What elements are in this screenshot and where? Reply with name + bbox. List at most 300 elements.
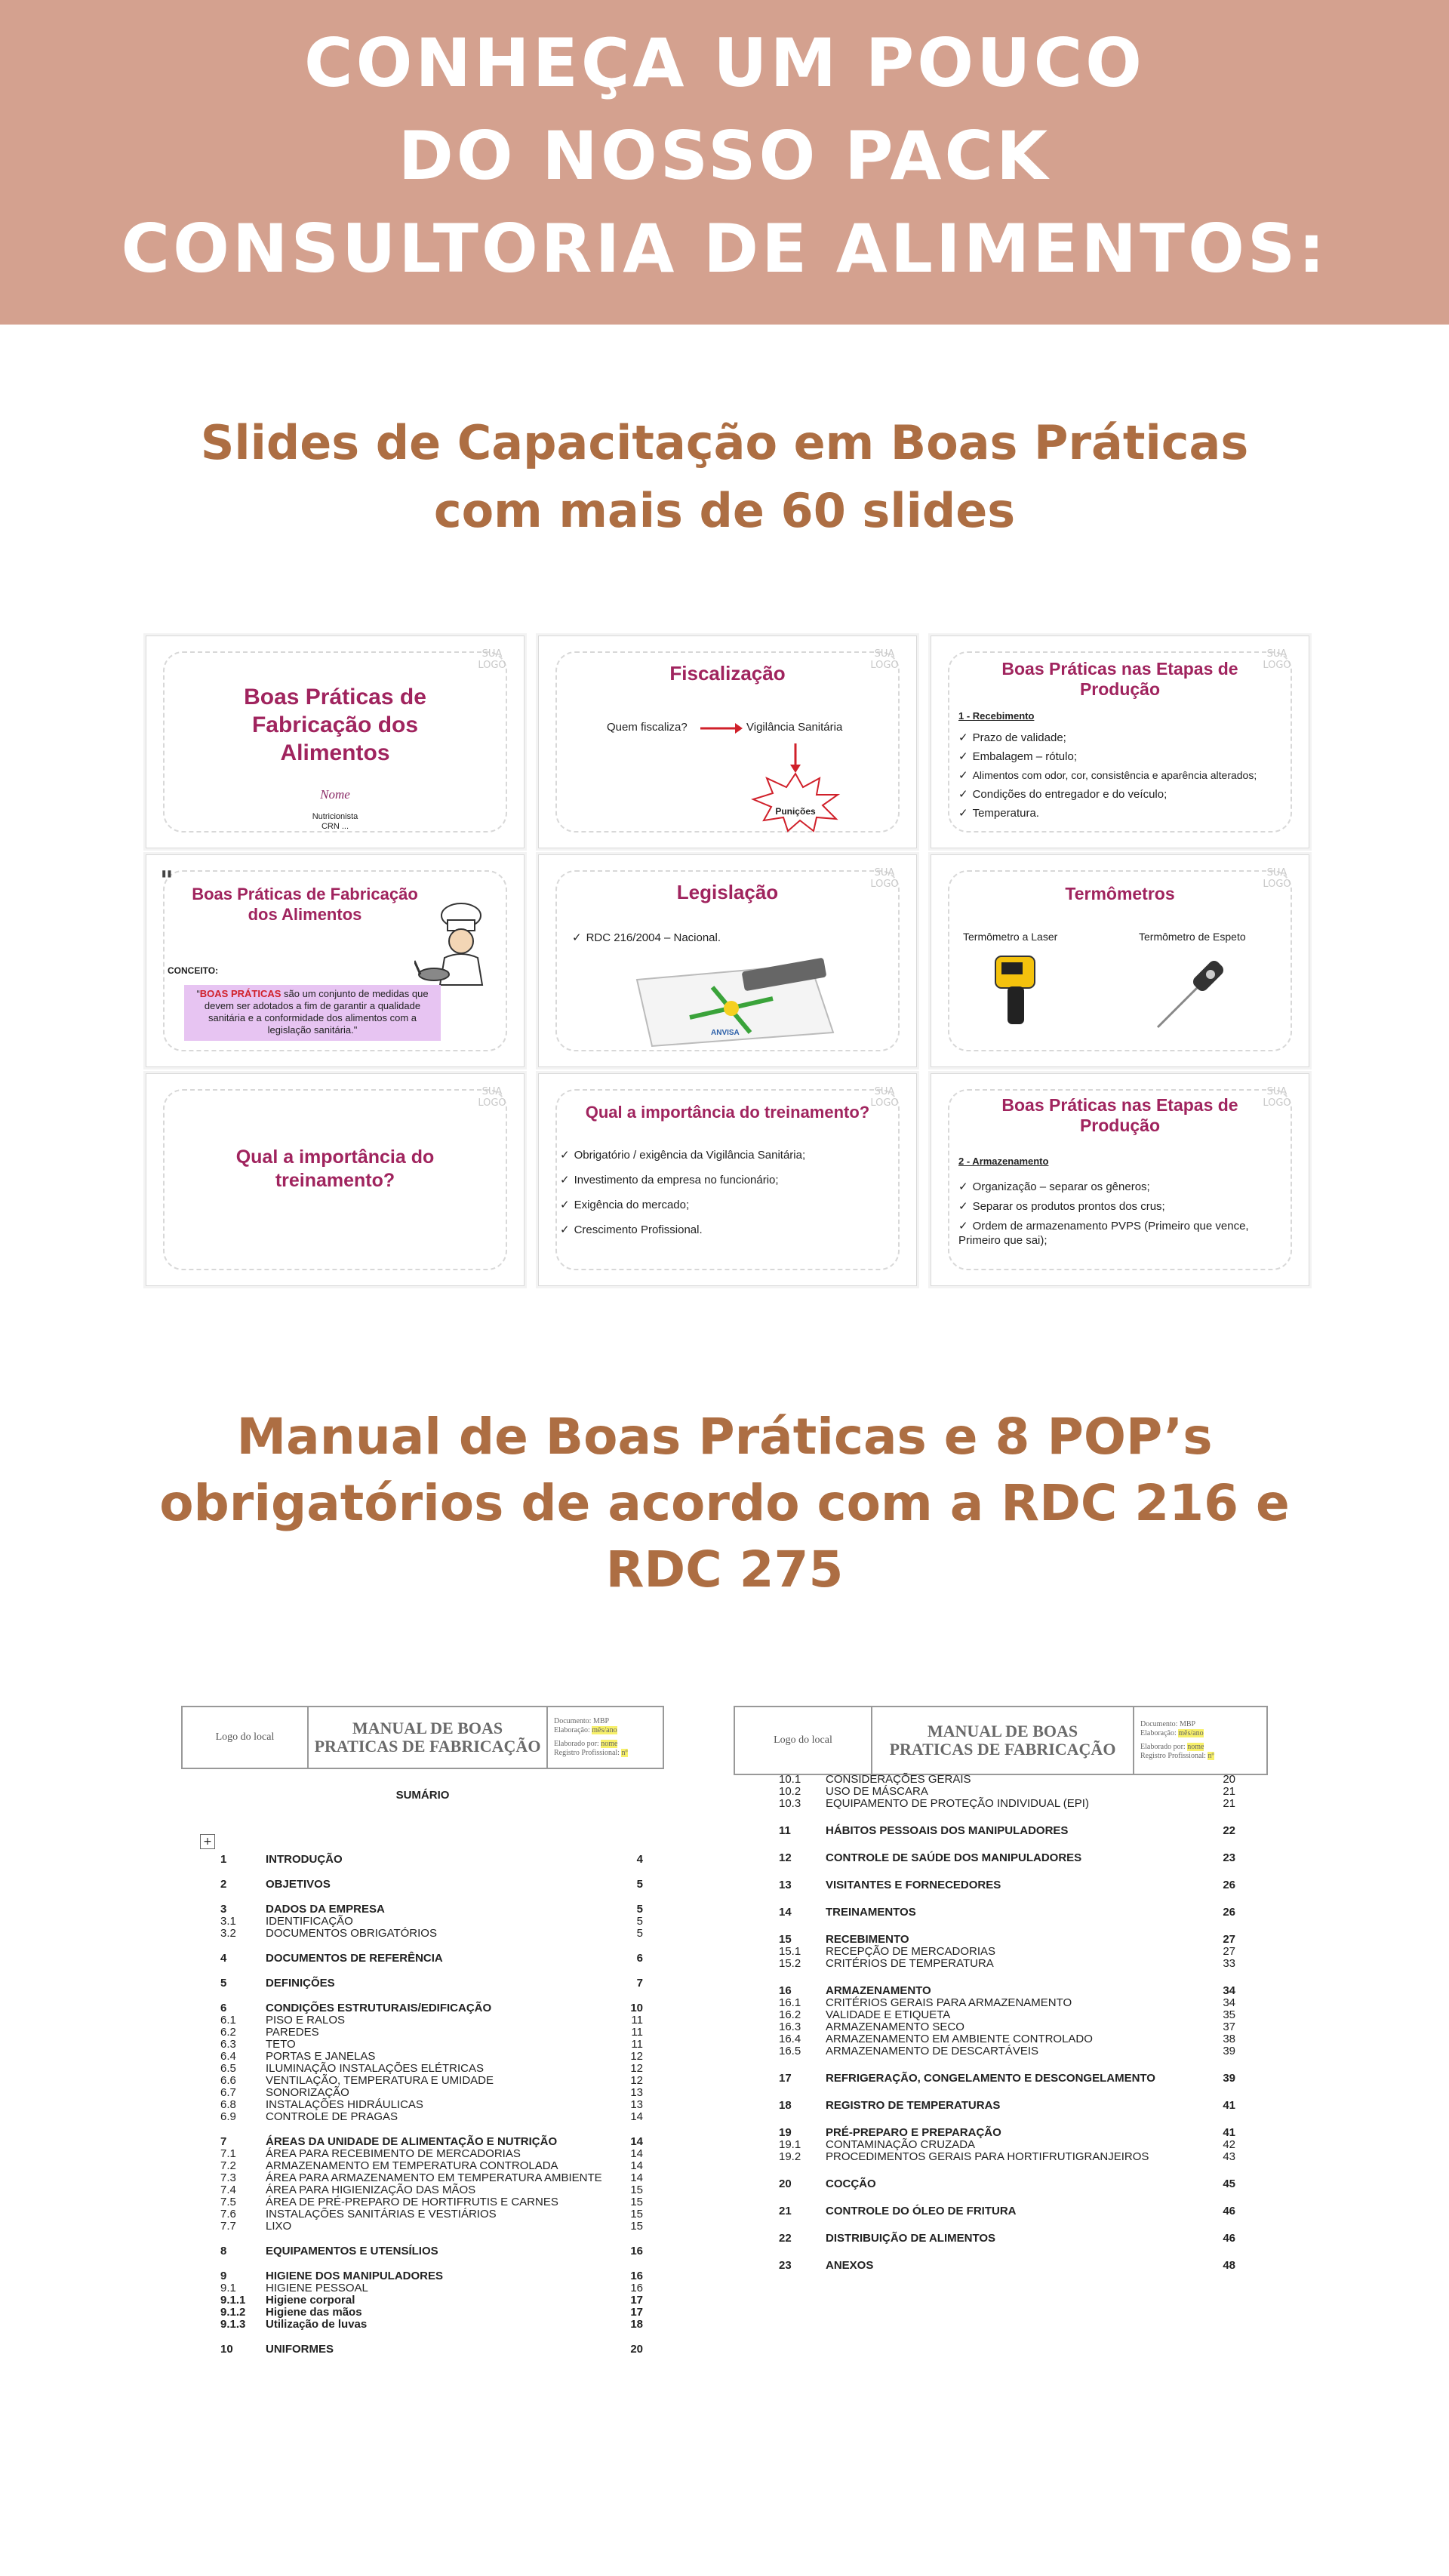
toc-page: 41 [1223, 2099, 1235, 2112]
toc-title: PORTAS E JANELAS [266, 2050, 376, 2063]
toc-entry[interactable] [220, 2014, 643, 2027]
toc-entry[interactable] [779, 2073, 1235, 2085]
toc-page: 39 [1223, 2045, 1235, 2057]
thermometer-left-label: Termômetro a Laser [963, 931, 1058, 943]
toc-entry[interactable] [779, 2178, 1235, 2190]
toc-entry[interactable] [220, 1854, 643, 1866]
toc-page: 45 [1223, 2177, 1235, 2190]
toc-page: 11 [631, 2038, 643, 2051]
toc-page: 13 [630, 2098, 643, 2111]
toc-number: 17 [779, 2072, 792, 2085]
toc-number: 7.3 [220, 2171, 236, 2184]
toc-page: 10 [630, 2002, 643, 2014]
toc-page: 4 [636, 1853, 643, 1866]
toc-page: 12 [630, 2050, 643, 2063]
toc-number: 16.2 [779, 2008, 801, 2021]
toc-page: 16 [630, 2282, 643, 2294]
toc-title: TETO [266, 2038, 296, 2051]
slide-bullet [560, 1148, 901, 1162]
toc-entry[interactable] [220, 2196, 643, 2208]
toc-number: 4 [220, 1952, 227, 1965]
toc-entry[interactable] [220, 2039, 643, 2051]
toc-entry[interactable] [779, 2233, 1235, 2245]
toc-title: DOCUMENTOS DE REFERÊNCIA [266, 1952, 443, 1965]
toc-number: 16.5 [779, 2045, 801, 2057]
slide-logo-placeholder: SUA LOGO [478, 648, 506, 671]
slide-bullet [572, 931, 901, 945]
meta-value: mês/ano [1178, 1729, 1204, 1737]
toc-entry[interactable] [779, 1958, 1235, 1970]
toc-title: REGISTRO DE TEMPERATURAS [826, 2099, 1001, 2112]
toc-title: ARMAZENAMENTO EM AMBIENTE CONTROLADO [826, 2033, 1093, 2045]
toc-entry[interactable] [779, 1825, 1235, 1837]
bullet-text: Embalagem – rótulo; [972, 750, 1077, 763]
concept-label: CONCEITO: [168, 965, 219, 976]
toc-page: 23 [1223, 1851, 1235, 1864]
toc-title: HIGIENE PESSOAL [266, 2282, 368, 2294]
banner-line-1: CONHEÇA UM POUCO [304, 24, 1145, 102]
slide-bullet [958, 806, 1294, 820]
toc-page: 5 [636, 1915, 643, 1928]
toc-title: OBJETIVOS [266, 1878, 331, 1891]
toc-title: IDENTIFICAÇÃO [266, 1915, 353, 1928]
toc-entry[interactable] [220, 2087, 643, 2099]
toc-number: 6.1 [220, 2014, 236, 2027]
toc-entry[interactable] [779, 1946, 1235, 1958]
section2-title-line-3: RDC 275 [605, 1540, 844, 1599]
check-icon: ✓ [572, 931, 582, 944]
toc-title: ILUMINAÇÃO INSTALAÇÕES ELÉTRICAS [266, 2062, 484, 2075]
toc-title: INSTALAÇÕES SANITÁRIAS E VESTIÁRIOS [266, 2208, 497, 2221]
section1-title-line-1: Slides de Capacitação em Boas Práticas [200, 415, 1249, 470]
manual-meta [548, 1707, 628, 1768]
slide-thumbnail[interactable] [931, 854, 1309, 1067]
slide-thumbnail[interactable] [538, 1073, 917, 1286]
toc-entry[interactable] [220, 2270, 643, 2282]
bullet-text: Alimentos com odor, cor, consistência e aparência alterados; [972, 769, 1257, 781]
slide-bullet [958, 787, 1294, 802]
toc-title: COCÇÃO [826, 2177, 876, 2190]
toc-number: 16.4 [779, 2033, 801, 2045]
toc-number: 3.2 [220, 1927, 236, 1940]
toc-title: EQUIPAMENTOS E UTENSÍLIOS [266, 2245, 438, 2257]
manual-title [309, 1707, 548, 1768]
toc-title: ÁREAS DA UNIDADE DE ALIMENTAÇÃO E NUTRIÇÃO [266, 2135, 558, 2148]
banner-line-2: DO NOSSO PACK [398, 117, 1051, 195]
toc-number: 7.5 [220, 2196, 236, 2208]
toc-entry[interactable] [220, 1916, 643, 1928]
toc-number: 14 [779, 1906, 792, 1919]
toc-entry[interactable] [779, 2139, 1235, 2151]
toc-title: ARMAZENAMENTO EM TEMPERATURA CONTROLADA [266, 2159, 558, 2172]
toc-entry[interactable] [220, 1904, 643, 1916]
toc-entry[interactable] [220, 2075, 643, 2087]
toc-entry[interactable] [220, 1879, 643, 1891]
toc-page: 48 [1223, 2259, 1235, 2272]
toc-page: 21 [1223, 1785, 1235, 1798]
toc-page: 27 [1223, 1933, 1235, 1946]
toc-number: 7.1 [220, 2147, 236, 2160]
slide-logo-placeholder: SUA LOGO [870, 648, 899, 671]
toc-page: 5 [636, 1878, 643, 1891]
slide-title: Qual a importância do treinamento? [235, 1146, 435, 1191]
toc-title: VISITANTES E FORNECEDORES [826, 1879, 1001, 1891]
slide-thumbnail[interactable] [146, 854, 525, 1067]
toc-title: CONSIDERAÇÕES GERAIS [826, 1773, 971, 1786]
toc-title: EQUIPAMENTO DE PROTEÇÃO INDIVIDUAL (EPI) [826, 1797, 1089, 1810]
check-icon: ✓ [958, 788, 968, 801]
slide-thumbnail[interactable] [931, 636, 1309, 848]
toc-title: CRITÉRIOS DE TEMPERATURA [826, 1957, 994, 1970]
toc-page: 22 [1223, 1824, 1235, 1837]
manual-title [872, 1707, 1134, 1774]
toc-title: ARMAZENAMENTO [826, 1984, 931, 1997]
toc-entry[interactable] [220, 2294, 643, 2307]
toc-title: INTRODUÇÃO [266, 1853, 343, 1866]
laser-thermometer-icon [988, 953, 1048, 1036]
toc-title: CONTAMINAÇÃO CRUZADA [826, 2138, 976, 2151]
slide-logo-placeholder: SUA LOGO [1263, 1086, 1291, 1109]
concept-highlight: BOAS PRÁTICAS [199, 988, 281, 999]
chef-icon [414, 900, 505, 991]
toc-number: 5 [220, 1977, 227, 1990]
toc-page: 34 [1223, 1984, 1235, 1997]
toc-number: 19.2 [779, 2150, 801, 2163]
slide-question: Quem fiscaliza? [607, 721, 688, 734]
slide-bullet [560, 1173, 901, 1187]
toc-number: 21 [779, 2205, 792, 2217]
toc-entry[interactable] [220, 2051, 643, 2063]
manual-logo-placeholder: Logo do local [735, 1707, 872, 1774]
bullet-text: Crescimento Profissional. [574, 1223, 703, 1236]
slide-thumbnail[interactable] [146, 636, 525, 848]
toc-page: 33 [1223, 1957, 1235, 1970]
section2-title-line-2: obrigatórios de acordo com a RDC 216 e [159, 1474, 1290, 1532]
check-icon: ✓ [560, 1199, 570, 1211]
toc-entry[interactable] [779, 1879, 1235, 1891]
toc-entry[interactable] [779, 1774, 1235, 1786]
expand-icon[interactable]: + [200, 1834, 215, 1849]
manual-header [181, 1706, 664, 1769]
toc-entry[interactable] [220, 2221, 643, 2233]
toc-entry[interactable] [220, 2344, 643, 2356]
toc-number: 2 [220, 1878, 227, 1891]
toc-page: 15 [630, 2184, 643, 2196]
toc-number: 15 [779, 1933, 792, 1946]
slide-bullet [560, 1198, 901, 1212]
toc-page: 27 [1223, 1945, 1235, 1958]
check-icon: ✓ [958, 1200, 968, 1213]
check-icon: ✓ [560, 1223, 570, 1236]
toc-page: 21 [1223, 1797, 1235, 1810]
toc-page: 43 [1223, 2150, 1235, 2163]
toc-page: 15 [630, 2220, 643, 2233]
toc-title: ARMAZENAMENTO DE DESCARTÁVEIS [826, 2045, 1038, 2057]
meta-label: Documento: [554, 1717, 592, 1725]
check-icon: ✓ [560, 1174, 570, 1186]
section2-title-line-1: Manual de Boas Práticas e 8 POP’s [236, 1408, 1213, 1466]
toc-page: 11 [631, 2014, 643, 2027]
toc-entry[interactable] [220, 2027, 643, 2039]
toc-entry[interactable] [220, 2307, 643, 2319]
toc-page: 42 [1223, 2138, 1235, 2151]
toc-page: 14 [630, 2110, 643, 2123]
meta-label: Registro Profissional: [1140, 1752, 1206, 1760]
toc-number: 6.2 [220, 2026, 236, 2039]
toc-number: 6.7 [220, 2086, 236, 2099]
bullet-text: Obrigatório / exigência da Vigilância Sanitária; [574, 1149, 806, 1162]
toc-entry[interactable] [220, 2160, 643, 2172]
toc-entry[interactable] [779, 2205, 1235, 2217]
toc-number: 15.2 [779, 1957, 801, 1970]
toc-title: VALIDADE E ETIQUETA [826, 2008, 951, 2021]
toc-entry[interactable] [220, 2282, 643, 2294]
toc-title: CONTROLE DE PRAGAS [266, 2110, 398, 2123]
manual-header [734, 1706, 1268, 1775]
toc-page: 14 [630, 2135, 643, 2148]
toc-entry[interactable] [779, 1997, 1235, 2009]
burst-label: Punições [775, 806, 816, 817]
toc-entry[interactable] [779, 2045, 1235, 2057]
toc-title: ÁREA PARA ARMAZENAMENTO EM TEMPERATURA AMBIENTE [266, 2171, 602, 2184]
slide-logo-placeholder: SUA LOGO [478, 1086, 506, 1109]
slide-bullet [958, 731, 1294, 745]
toc-number: 10.3 [779, 1797, 801, 1810]
banner-line-3: CONSULTORIA DE ALIMENTOS: [121, 210, 1328, 288]
toc-entry[interactable] [779, 2151, 1235, 2163]
toc-entry[interactable] [779, 1786, 1235, 1798]
toc-page: 16 [630, 2245, 643, 2257]
toc-title: PRÉ-PREPARO E PREPARAÇÃO [826, 2126, 1001, 2139]
toc-number: 7 [220, 2135, 227, 2148]
toc-number: 3.1 [220, 1915, 236, 1928]
meta-label: Elaborado por: [1140, 1743, 1186, 1751]
toc-page: 26 [1223, 1906, 1235, 1919]
anvisa-label: ANVISA [711, 1029, 740, 1037]
check-icon: ✓ [958, 807, 968, 820]
toc-entry[interactable] [779, 2260, 1235, 2272]
manual-page-left [181, 1706, 664, 2400]
toc-page: 15 [630, 2196, 643, 2208]
slide-logo-placeholder: SUA LOGO [870, 867, 899, 890]
arrow-down-icon [788, 742, 803, 774]
check-icon: ✓ [560, 1149, 570, 1162]
toc-title: HÁBITOS PESSOAIS DOS MANIPULADORES [826, 1824, 1069, 1837]
toc-page: 12 [630, 2074, 643, 2087]
slide-thumbnail[interactable] [538, 636, 917, 848]
toc-title: VENTILAÇÃO, TEMPERATURA E UMIDADE [266, 2074, 494, 2087]
concept-box: “BOAS PRÁTICAS são um conjunto de medidas que devem ser adotados a fim de garantir a qualidade sanitária e a conformidade dos alimentos com a legislação sanitária." [184, 985, 441, 1041]
meta-value: MBP [592, 1717, 610, 1725]
meta-label: Elaboração: [1140, 1729, 1177, 1737]
slide-bullet [958, 1199, 1294, 1214]
toc-entry[interactable] [779, 2021, 1235, 2033]
toc-title: ÁREA PARA RECEBIMENTO DE MERCADORIAS [266, 2147, 521, 2160]
toc-page: 13 [630, 2086, 643, 2099]
toc-entry[interactable] [779, 2100, 1235, 2112]
slide-thumbnail[interactable] [538, 854, 917, 1067]
toc-title: ANEXOS [826, 2259, 874, 2272]
bullet-text: RDC 216/2004 – Nacional. [586, 931, 721, 944]
toc-number: 15.1 [779, 1945, 801, 1958]
toc-entry[interactable] [779, 1907, 1235, 1919]
toc-number: 20 [779, 2177, 792, 2190]
toc-page: 41 [1223, 2126, 1235, 2139]
toc-title: DISTRIBUIÇÃO DE ALIMENTOS [826, 2232, 996, 2245]
toc-number: 9.1.2 [220, 2306, 246, 2319]
toc-number: 3 [220, 1903, 227, 1916]
slide-title: Boas Práticas de Fabricação dos Alimentos [244, 685, 426, 765]
toc-number: 6.9 [220, 2110, 236, 2123]
toc-title: CONDIÇÕES ESTRUTURAIS/EDIFICAÇÃO [266, 2002, 492, 2014]
toc-page: 38 [1223, 2033, 1235, 2045]
toc-page: 35 [1223, 2008, 1235, 2021]
toc-page: 16 [630, 2270, 643, 2282]
section1-title-line-2: com mais de 60 slides [433, 483, 1016, 538]
slide-subtitle: 2 - Armazenamento [958, 1156, 1049, 1167]
toc-page: 5 [636, 1903, 643, 1916]
toc-number: 7.7 [220, 2220, 236, 2233]
toc-page: 20 [1223, 1773, 1235, 1786]
toc-number: 10 [220, 2343, 233, 2356]
toc-title: Utilização de luvas [266, 2318, 368, 2331]
toc-page: 17 [630, 2306, 643, 2319]
bullet-text: Condições do entregador e do veículo; [972, 788, 1168, 801]
toc-entry[interactable] [220, 2184, 643, 2196]
toc-number: 16 [779, 1984, 792, 1997]
slide-logo-placeholder: SUA LOGO [1263, 867, 1291, 890]
toc-entry[interactable] [220, 2063, 643, 2075]
toc-title: REFRIGERAÇÃO, CONGELAMENTO E DESCONGELAMENTO [826, 2072, 1155, 2085]
check-icon: ✓ [958, 750, 968, 763]
slide-title: Termômetros [1065, 884, 1175, 903]
toc-number: 10.1 [779, 1773, 801, 1786]
toc-entry[interactable] [220, 2208, 643, 2221]
toc-title: DADOS DA EMPRESA [266, 1903, 385, 1916]
toc-entry[interactable] [220, 2148, 643, 2160]
toc-entry[interactable] [220, 2245, 643, 2257]
toc-page: 6 [636, 1952, 643, 1965]
toc-entry[interactable] [220, 1928, 643, 1940]
slide-logo-placeholder: SUA LOGO [870, 1086, 899, 1109]
toc-entry[interactable] [779, 1934, 1235, 1946]
toc-number: 7.4 [220, 2184, 236, 2196]
slide-title: Boas Práticas nas Etapas de Produção [1001, 659, 1238, 699]
toc-number: 6.5 [220, 2062, 236, 2075]
bullet-text: Exigência do mercado; [574, 1199, 690, 1211]
slide-bullet [958, 1180, 1294, 1194]
slide-bullet [958, 1219, 1263, 1248]
toc-number: 6.4 [220, 2050, 236, 2063]
meta-label: Elaborado por: [554, 1740, 599, 1748]
toc-entry[interactable] [779, 1852, 1235, 1864]
toc-entry[interactable] [779, 2127, 1235, 2139]
toc-entry[interactable] [220, 1977, 643, 1990]
meta-label: Documento: [1140, 1720, 1178, 1728]
meta-value: nº [621, 1749, 628, 1757]
slide-subtitle: 1 - Recebimento [958, 710, 1035, 722]
toc-title: Higiene corporal [266, 2294, 355, 2307]
meta-value: MBP [1179, 1720, 1196, 1728]
toc-number: 12 [779, 1851, 792, 1864]
slide-title: Legislação [676, 881, 779, 903]
slide-thumbnail[interactable] [931, 1073, 1309, 1286]
toc-entry[interactable] [220, 2136, 643, 2148]
thermometer-right-label: Termômetro de Espeto [1139, 931, 1246, 943]
toc-number: 23 [779, 2259, 792, 2272]
toc-number: 6.6 [220, 2074, 236, 2087]
toc-page: 46 [1223, 2232, 1235, 2245]
toc-number: 10.2 [779, 1785, 801, 1798]
toc-entry[interactable] [779, 1798, 1235, 1810]
header-banner [0, 0, 1449, 325]
toc-number: 11 [779, 1824, 791, 1837]
toc-title: ÁREA PARA HIGIENIZAÇÃO DAS MÃOS [266, 2184, 476, 2196]
toc-number: 9 [220, 2270, 227, 2282]
meta-value: nº [1208, 1752, 1214, 1760]
toc-page: 26 [1223, 1879, 1235, 1891]
toc-number: 16.3 [779, 2020, 801, 2033]
bullet-text: Investimento da empresa no funcionário; [574, 1174, 779, 1186]
toc-title: USO DE MÁSCARA [826, 1785, 928, 1798]
toc-entry[interactable] [220, 2319, 643, 2331]
manual-title-line-1: MANUAL DE BOAS [927, 1722, 1078, 1740]
toc-title: TREINAMENTOS [826, 1906, 916, 1919]
toc-page: 39 [1223, 2072, 1235, 2085]
toc-page: 17 [630, 2294, 643, 2307]
slide-presenter-role: Nutricionista [312, 812, 358, 821]
toc-entry[interactable] [779, 2033, 1235, 2045]
concept-text: são um conjunto de medidas que devem ser adotados a fim de garantir a qualidade sanitária e a conformidade dos alimentos com a legislação sanitária." [204, 988, 429, 1036]
slide-bullet [958, 768, 1294, 783]
toc-page: 18 [630, 2318, 643, 2331]
quote-icon: " [160, 866, 174, 896]
arrow-right-icon [699, 721, 744, 736]
toc-page: 46 [1223, 2205, 1235, 2217]
toc-title: SONORIZAÇÃO [266, 2086, 349, 2099]
toc-entry[interactable] [220, 2099, 643, 2111]
bullet-text: Separar os produtos prontos dos crus; [972, 1200, 1165, 1213]
toc-entry[interactable] [220, 2111, 643, 2123]
toc-page: 5 [636, 1927, 643, 1940]
toc-number: 19.1 [779, 2138, 801, 2151]
meta-value: nome [601, 1740, 618, 1748]
toc-title: DEFINIÇÕES [266, 1977, 335, 1990]
toc-entry[interactable] [220, 2172, 643, 2184]
manual-title-line-2: PRATICAS DE FABRICAÇÃO [889, 1740, 1116, 1759]
toc-entry[interactable] [220, 1953, 643, 1965]
bullet-text: Temperatura. [972, 807, 1039, 820]
bullet-text: Organização – separar os gêneros; [972, 1180, 1150, 1193]
toc-page: 14 [630, 2159, 643, 2172]
toc-entry[interactable] [779, 2009, 1235, 2021]
toc-title: INSTALAÇÕES HIDRÁULICAS [266, 2098, 423, 2111]
slide-logo-placeholder: SUA LOGO [1263, 648, 1291, 671]
toc-number: 16.1 [779, 1996, 801, 2009]
toc-title: ARMAZENAMENTO SECO [826, 2020, 964, 2033]
slide-presenter-name: Nome [320, 787, 350, 802]
toc-number: 7.2 [220, 2159, 236, 2172]
manual-page-right [734, 1706, 1269, 2310]
slide-thumbnail[interactable] [146, 1073, 525, 1286]
toc-entry[interactable] [220, 2002, 643, 2014]
manual-meta [1134, 1707, 1214, 1774]
slide-presenter-crn: CRN ... [321, 822, 349, 831]
toc-entry[interactable] [779, 1985, 1235, 1997]
toc-page: 12 [630, 2062, 643, 2075]
toc-number: 6.3 [220, 2038, 236, 2051]
meta-value: mês/ano [592, 1726, 617, 1734]
